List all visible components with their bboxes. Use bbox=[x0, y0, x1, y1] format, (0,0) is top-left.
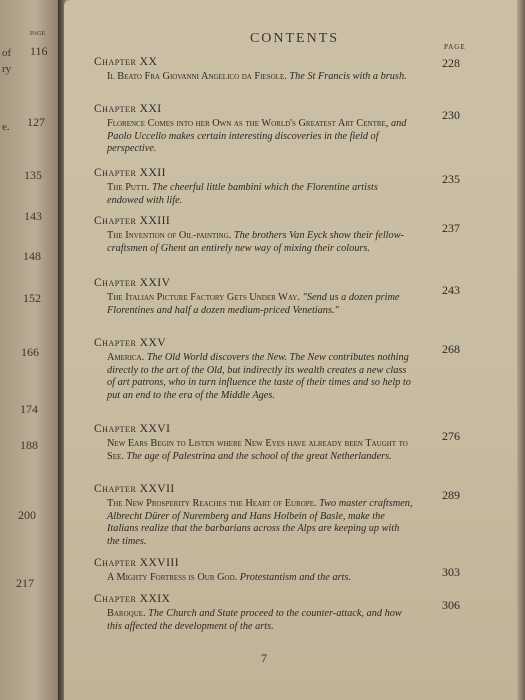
chapter-summary: and Paolo Uccello makes certain interesting discoveries in the field of perspective. bbox=[107, 118, 407, 155]
chapter-description bbox=[94, 230, 414, 255]
chapter-heading: Baroque. bbox=[107, 608, 146, 619]
left-page-number: 116 bbox=[30, 44, 48, 58]
chapter-page-number: 243 bbox=[442, 283, 460, 297]
chapter-page-number: 276 bbox=[442, 429, 460, 443]
chapter-summary: Protestantism and the arts. bbox=[237, 572, 351, 583]
left-page-number: 174 bbox=[20, 402, 38, 416]
chapter-summary: Two master craftsmen, Albrecht Dürer of Nuremberg and Hans Holbein of Basle, make the Italians realize that the barbarians across the Alps are keeping up with the times. bbox=[107, 498, 413, 547]
left-page-header: PAGE bbox=[30, 31, 46, 37]
left-page-number: 152 bbox=[23, 291, 41, 305]
chapter-description bbox=[94, 498, 414, 548]
chapter-entry-xx bbox=[94, 55, 414, 84]
left-page bbox=[0, 0, 58, 700]
chapter-entry-xxi bbox=[94, 102, 414, 156]
chapter-description bbox=[94, 292, 414, 317]
chapter-entry-xxvii bbox=[94, 482, 414, 548]
chapter-description bbox=[94, 352, 414, 402]
chapter-description bbox=[94, 438, 414, 463]
chapter-entry-xxv bbox=[94, 336, 414, 402]
chapter-description bbox=[94, 608, 414, 633]
chapter-label: Chapter XXIII bbox=[94, 215, 171, 227]
left-page-number: 200 bbox=[18, 508, 36, 522]
chapter-summary: The brothers Van Eyck show their fellow-craftsmen of Ghent an entirely new way of mixing their colours. bbox=[107, 230, 404, 254]
left-text-fragment: of bbox=[2, 47, 12, 59]
left-page-number: 217 bbox=[16, 576, 34, 590]
page-edge bbox=[517, 0, 525, 700]
chapter-summary: The Old World discovers the New. The New contributes nothing directly to the art of the Old, but indirectly its wealth creates a new class of art patrons, who in turn influence the taste of their times and so help to put an end to the era of the Middle Ages. bbox=[107, 352, 411, 401]
chapter-description bbox=[94, 182, 414, 207]
chapter-page-number: 306 bbox=[442, 598, 460, 612]
chapter-label: Chapter XXIX bbox=[94, 593, 171, 605]
page-number-footer: 7 bbox=[261, 651, 267, 665]
page-column-label: PAGE bbox=[444, 43, 466, 51]
chapter-label: Chapter XXVI bbox=[94, 423, 171, 435]
chapter-label: Chapter XXV bbox=[94, 337, 167, 349]
chapter-label: Chapter XXVIII bbox=[94, 557, 180, 569]
chapter-label: Chapter XXII bbox=[94, 167, 166, 179]
page-title: CONTENTS bbox=[249, 31, 340, 46]
chapter-label: Chapter XXI bbox=[94, 103, 162, 115]
chapter-page-number: 303 bbox=[442, 565, 460, 579]
chapter-page-number: 230 bbox=[442, 108, 460, 122]
contents-page bbox=[64, 0, 525, 700]
chapter-heading: The New Prosperity Reaches the Heart of Europe. bbox=[107, 498, 317, 509]
chapter-heading: The Putti. bbox=[107, 182, 150, 193]
left-page-number: 143 bbox=[24, 209, 42, 223]
left-page-number: 188 bbox=[20, 438, 38, 452]
left-text-fragment: e. bbox=[2, 121, 10, 133]
chapter-description bbox=[94, 118, 414, 156]
left-text-fragment: ry bbox=[2, 63, 12, 75]
chapter-heading: Florence Comes into her Own as the World's Greatest Art Centre, bbox=[107, 118, 389, 129]
left-page-number: 135 bbox=[24, 168, 42, 182]
chapter-summary: The age of Palestrina and the school of the great Netherlanders. bbox=[123, 450, 392, 462]
chapter-heading: America. bbox=[107, 352, 145, 363]
chapter-heading: New Ears Begin to Listen where New Eyes have already been Taught to See. bbox=[107, 438, 408, 462]
chapter-entry-xxviii bbox=[94, 556, 414, 585]
chapter-entry-xxix bbox=[94, 592, 414, 633]
chapter-entry-xxvi bbox=[94, 422, 414, 463]
chapter-heading: A Mighty Fortress is Our God. bbox=[107, 572, 238, 583]
chapter-page-number: 235 bbox=[442, 172, 460, 186]
chapter-entry-xxiv bbox=[94, 276, 414, 317]
left-page-number: 166 bbox=[21, 345, 39, 359]
chapter-heading: The Invention of Oil-painting. bbox=[107, 230, 232, 241]
chapter-label: Chapter XXIV bbox=[94, 277, 171, 289]
chapter-heading: The Italian Picture Factory Gets Under Way. bbox=[107, 292, 300, 303]
chapter-entry-xxii bbox=[94, 166, 414, 207]
chapter-page-number: 228 bbox=[442, 56, 460, 70]
chapter-summary: The cheerful little bambini which the Florentine artists endowed with life. bbox=[107, 182, 378, 206]
chapter-summary: "Send us a dozen prime Florentines and half a dozen medium-priced Venetians." bbox=[107, 292, 400, 316]
chapter-page-number: 289 bbox=[442, 488, 460, 502]
left-page-number: 148 bbox=[23, 249, 41, 263]
chapter-summary: The St Francis with a brush. bbox=[286, 71, 407, 82]
chapter-label: Chapter XXVII bbox=[94, 483, 175, 495]
left-page-number: 127 bbox=[27, 115, 45, 129]
chapter-page-number: 237 bbox=[442, 221, 460, 235]
chapter-page-number: 268 bbox=[442, 342, 460, 356]
chapter-summary: The Church and State proceed to the counter-attack, and how this affected the development of the arts. bbox=[107, 608, 402, 632]
chapter-description bbox=[94, 71, 414, 84]
chapter-heading: Il Beato Fra Giovanni Angelico da Fiesole. bbox=[107, 71, 287, 82]
chapter-description bbox=[94, 572, 414, 585]
chapter-entry-xxiii bbox=[94, 214, 414, 255]
chapter-label: Chapter XX bbox=[94, 56, 158, 68]
